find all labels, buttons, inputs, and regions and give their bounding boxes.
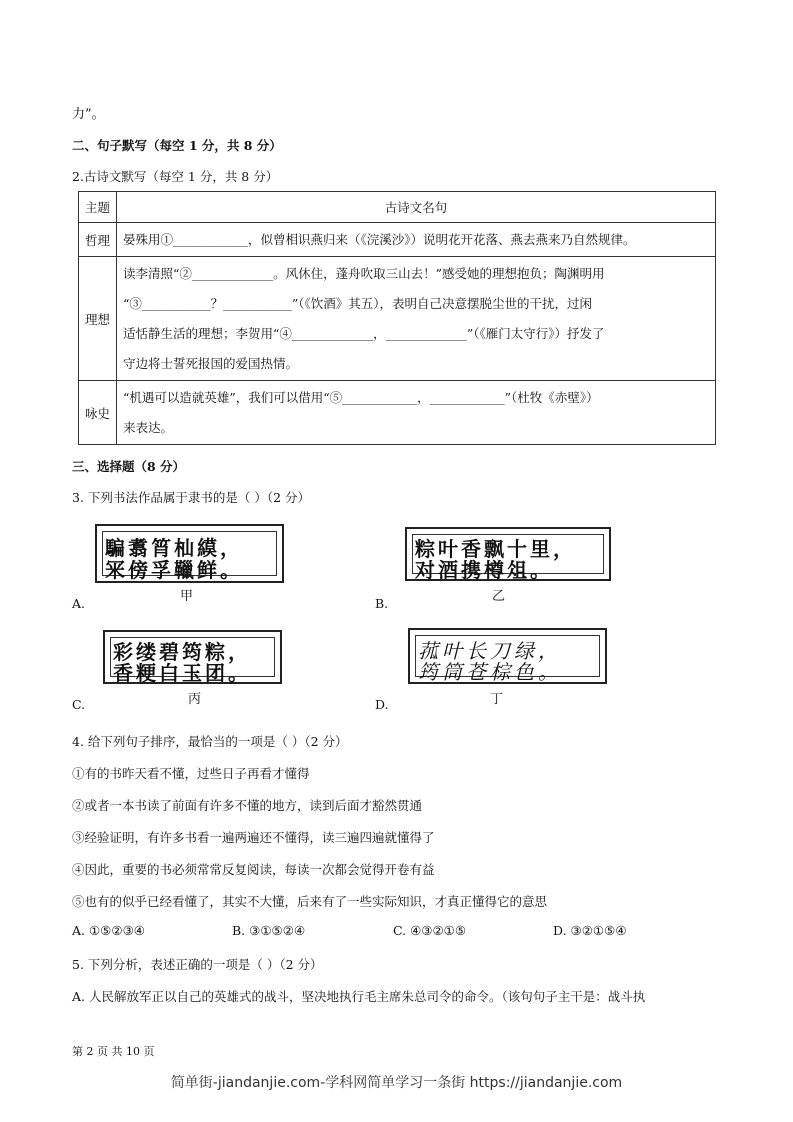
question-2-stem: 2.古诗文默写（每空 1 分，共 8 分） — [72, 169, 279, 184]
calligraphy-image-b — [405, 527, 611, 581]
table-header-row — [79, 192, 716, 223]
option-d-letter: D. — [375, 697, 389, 712]
row-theme: 咏史 — [79, 381, 117, 445]
top-fragment: 力”。 — [72, 107, 105, 122]
row-line: 来表达。 — [123, 419, 174, 435]
q4-item: ⑤也有的似乎已经看懂了，其实不大懂，后来有了一些实际知识，才真正懂得它的意思 — [72, 894, 548, 909]
q4-choice-c: C. ④③②①⑤ — [393, 923, 467, 938]
question-3-stem: 3. 下列书法作品属于隶书的是（ ）（2 分） — [72, 490, 311, 505]
calligraphy-line: 对酒携樽俎。 — [415, 558, 553, 582]
caption-d: 丁 — [490, 692, 504, 707]
section3-heading: 三、选择题（8 分） — [72, 459, 186, 474]
section2-heading: 二、句子默写（每空 1 分，共 8 分） — [72, 138, 282, 153]
row-theme: 哲理 — [79, 223, 117, 257]
header-lines: 古诗文名句 — [117, 192, 716, 223]
caption-a: 甲 — [180, 589, 194, 604]
row-lines — [117, 257, 716, 381]
q4-item: ④因此，重要的书必须常常反复阅读，每读一次都会觉得开卷有益 — [72, 862, 435, 877]
calligraphy-image-a — [95, 524, 284, 583]
table-row — [79, 223, 716, 257]
row-line: “③___________？___________”（《饮酒》其五），表明自己决意摆脱尘世的干扰，过闲 — [123, 295, 593, 311]
question-5-stem: 5. 下列分析，表述正确的一项是（ ）（2 分） — [72, 957, 323, 972]
option-c-letter: C. — [72, 697, 86, 712]
calligraphy-line: 冞傍孚䪉鲜。 — [105, 558, 243, 582]
calligraphy-line: 香粳白玉团。 — [113, 661, 251, 685]
table-row — [79, 257, 716, 381]
row-line: 守边将士誓死报国的爱国热情。 — [123, 355, 299, 371]
q4-choice-b: B. ③①⑤②④ — [232, 923, 306, 938]
poetry-table — [78, 191, 716, 445]
q4-item: ②或者一本书读了前面有许多不懂的地方，读到后面才豁然贯通 — [72, 798, 423, 813]
row-line: 晏殊用①____________，似曾相识燕归来（《浣溪沙》）说明花开花落、燕去燕来乃自然规律。 — [123, 231, 636, 247]
q4-choice-d: D. ③②①⑤④ — [553, 923, 627, 938]
calligraphy-line: 騙翥筲杣縸， — [105, 536, 243, 560]
calligraphy-line: 彩缕碧筠粽， — [113, 640, 251, 664]
calligraphy-image-c — [103, 630, 282, 684]
header-theme: 主题 — [79, 192, 117, 223]
q5-option-a: A. 人民解放军正以自己的英雄式的战斗，坚决地执行毛主席朱总司令的命令。（该句句子主干是：战斗执 — [72, 989, 646, 1004]
calligraphy-line: 筠筒苍棕色。 — [418, 660, 562, 684]
caption-b: 乙 — [492, 589, 506, 604]
row-line: “机遇可以造就英雄”，我们可以借用“⑤____________，____________”（杜牧《赤壁》） — [123, 389, 599, 405]
table-row — [79, 381, 716, 445]
question-4-stem: 4. 给下列句子排序，最恰当的一项是（ ）（2 分） — [72, 734, 348, 749]
row-line: 适恬静生活的理想；李贺用“④_____________，_____________”（《雁门太守行》）抒发了 — [123, 325, 605, 341]
caption-c: 丙 — [188, 692, 202, 707]
q4-item: ③经验证明，有许多书看一遍两遍还不懂得，读三遍四遍就懂得了 — [72, 830, 435, 845]
q4-choice-a: A. ①⑤②③④ — [72, 923, 146, 938]
calligraphy-line: 粽叶香飘十里， — [415, 537, 576, 561]
q4-item: ①有的书昨天看不懂，过些日子再看才懂得 — [72, 766, 310, 781]
page-number: 第 2 页 共 10 页 — [72, 1045, 155, 1058]
option-a-letter: A. — [72, 596, 86, 611]
row-theme: 理想 — [79, 257, 117, 381]
footer-watermark: 简单街-jiandanjie.com-学科网简单学习一条街 https://jiandanjie.com — [170, 1075, 623, 1091]
row-lines — [117, 381, 716, 445]
row-line: 读李清照“②_____________。风休住，蓬舟吹取三山去！”感受她的理想抱负；陶渊明用 — [123, 265, 605, 281]
calligraphy-line: 菰叶长刀绿， — [418, 639, 562, 663]
calligraphy-image-d — [408, 628, 607, 684]
row-lines — [117, 223, 716, 257]
option-b-letter: B. — [375, 596, 389, 611]
